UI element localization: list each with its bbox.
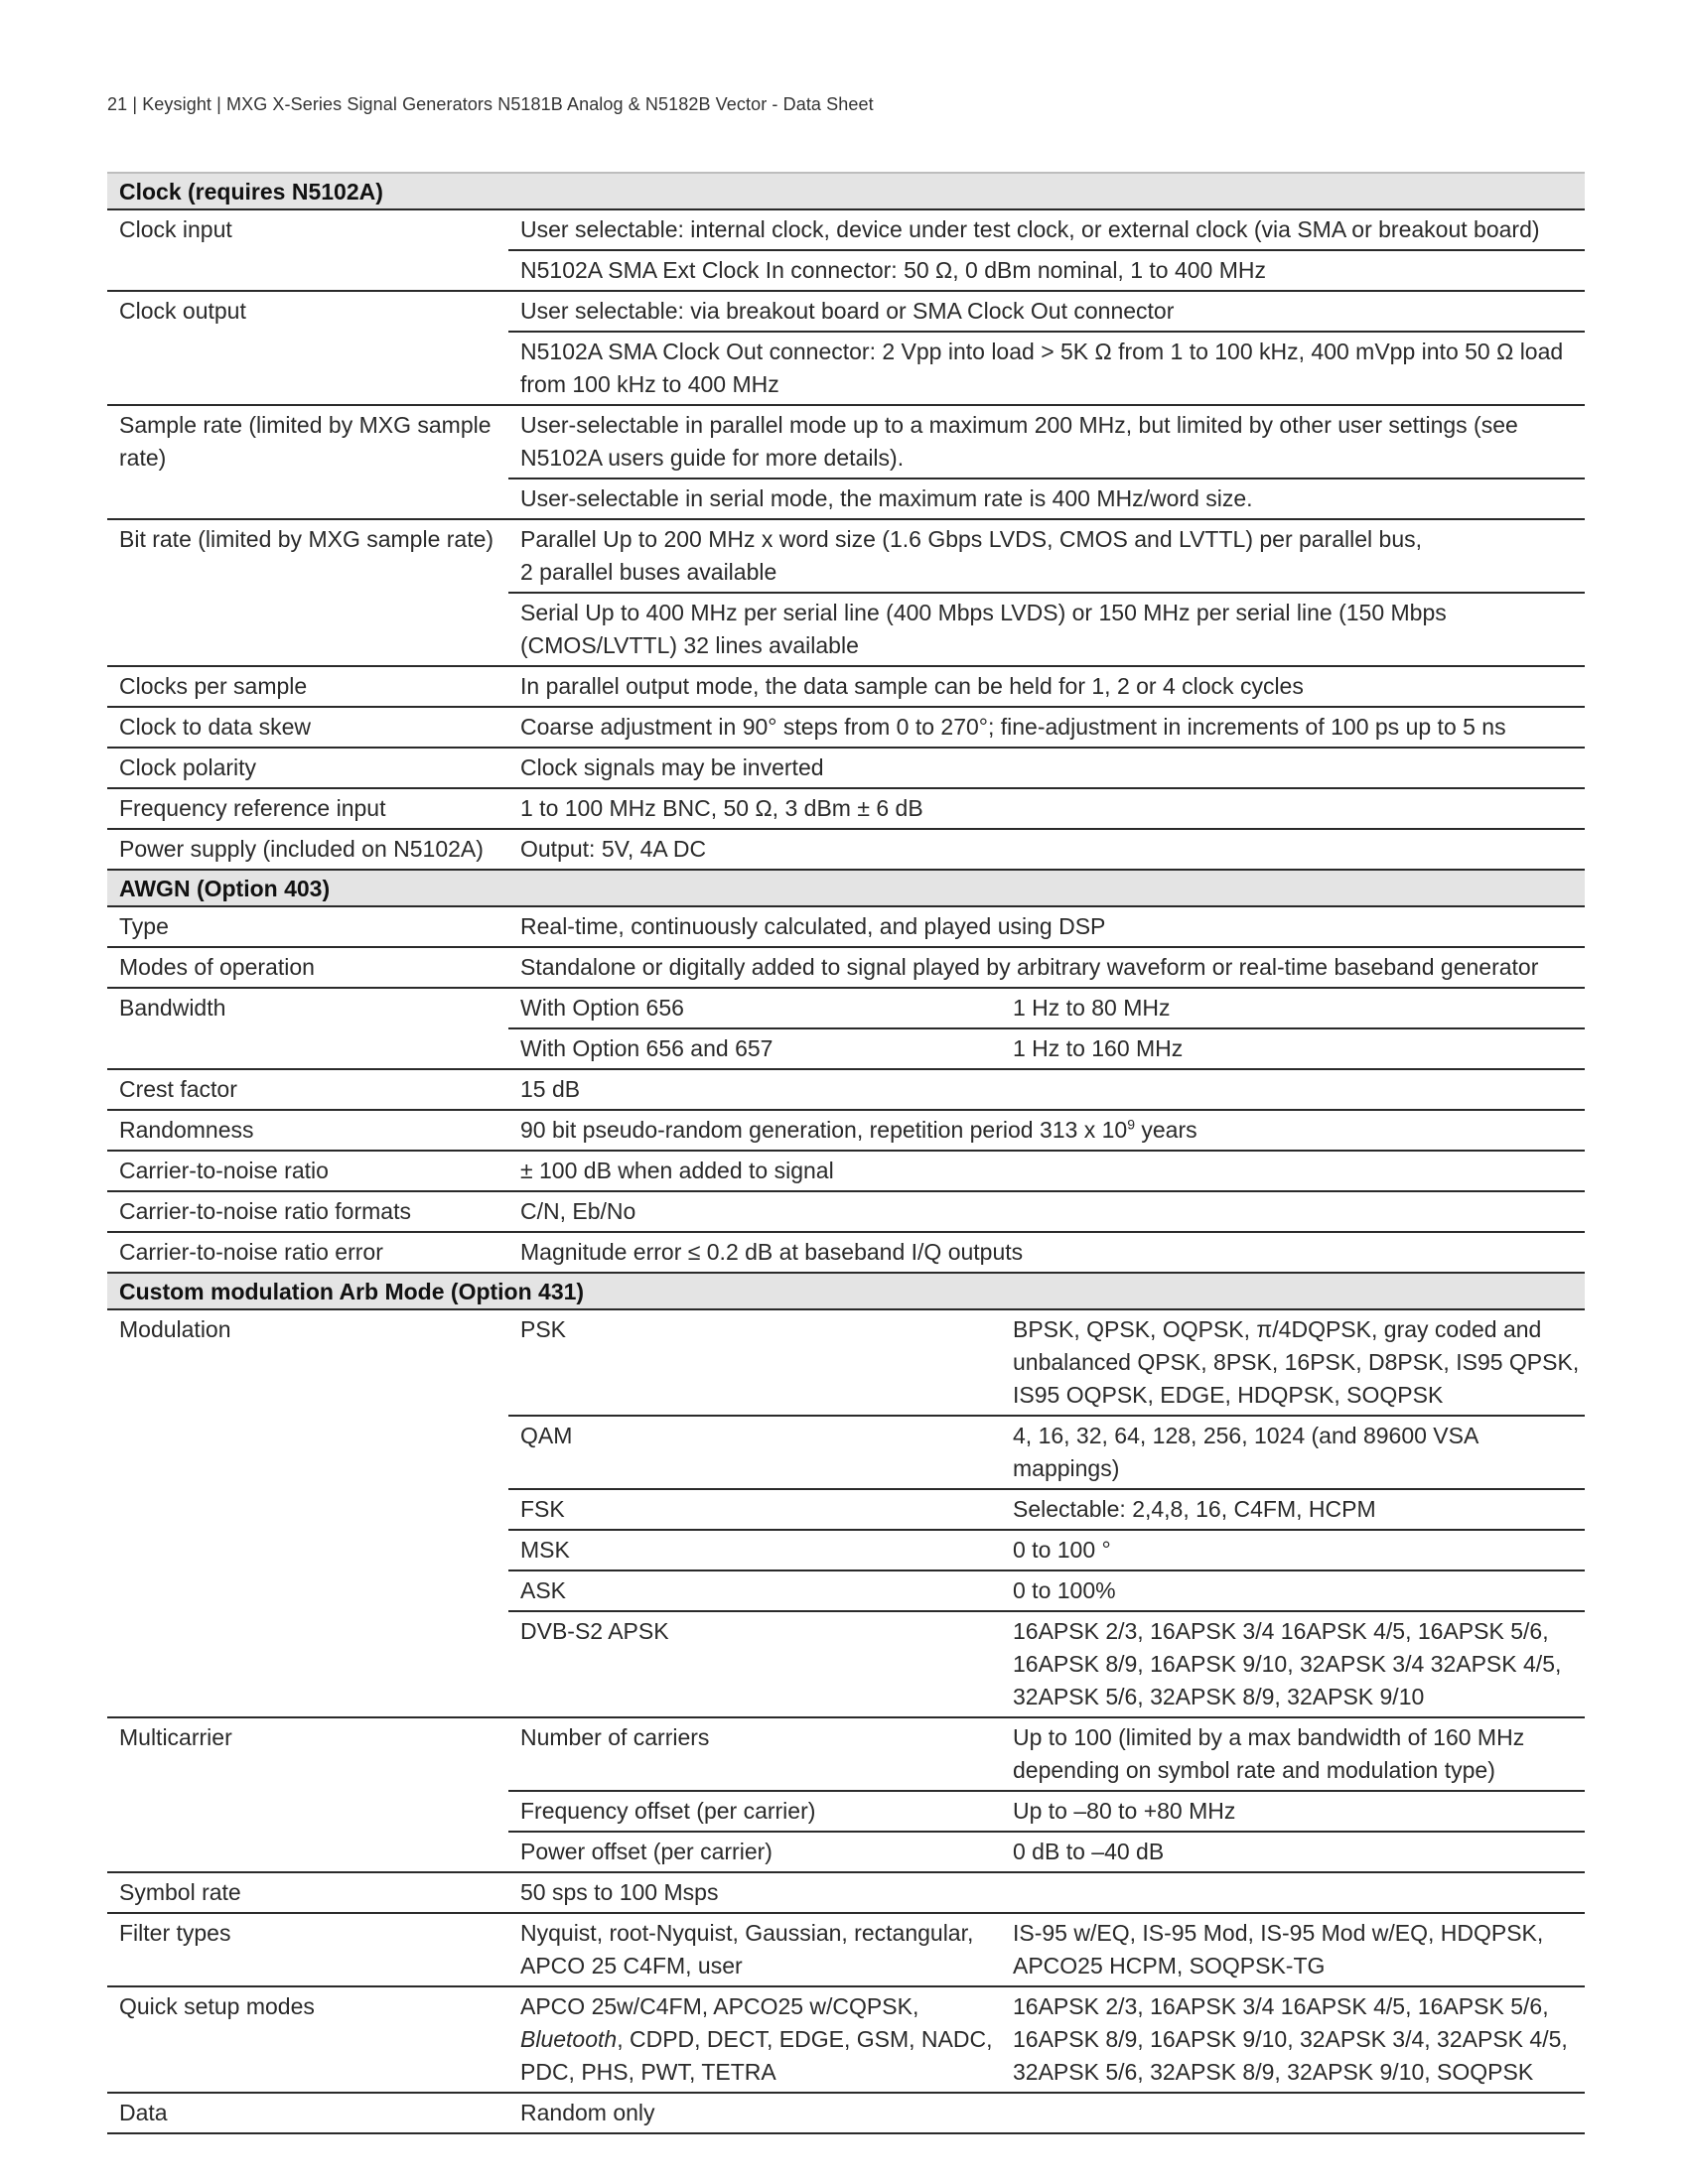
spec-value-row: [508, 1152, 1585, 1190]
spec-label: Clock output: [119, 298, 246, 324]
spec-text: years: [1135, 1117, 1197, 1143]
spec-values: [508, 1310, 1585, 1716]
spec-row: [107, 708, 1585, 749]
spec-value: Output: 5V, 4A DC: [520, 836, 707, 862]
spec-row: [107, 1233, 1585, 1274]
spec-value-row: [508, 948, 1585, 987]
spec-value: Random only: [520, 2100, 655, 2125]
spec-values: [508, 1987, 1585, 2092]
spec-value: ± 100 dB when added to signal: [520, 1158, 834, 1183]
spec-row: [107, 292, 1585, 406]
spec-row: [107, 1192, 1585, 1233]
spec-values: [508, 520, 1585, 665]
spec-value-col1: Number of carriers: [520, 1724, 710, 1750]
spec-row: [107, 1152, 1585, 1192]
spec-value: Serial Up to 400 MHz per serial line (400 Mbps LVDS) or 150 MHz per serial line (150 Mbps (CMOS/LVTTL) 32 lines available: [520, 600, 1447, 658]
spec-label: Filter types: [119, 1920, 231, 1946]
spec-row: [107, 406, 1585, 520]
spec-label: Multicarrier: [119, 1724, 232, 1750]
spec-values: [508, 789, 1585, 828]
spec-label: Data: [119, 2100, 168, 2125]
spec-value-col2: 0 to 100%: [1013, 1577, 1116, 1603]
spec-value-row: [508, 708, 1585, 747]
spec-row: [107, 1718, 1585, 1873]
spec-value-row: [508, 1831, 1585, 1871]
spec-text: APCO 25w/C4FM, APCO25 w/CQPSK,: [520, 1993, 919, 2019]
spec-values: [508, 406, 1585, 518]
spec-value-col1: MSK: [520, 1537, 570, 1563]
spec-label: Crest factor: [119, 1076, 237, 1102]
spec-value-row: [508, 1718, 1585, 1790]
spec-value-col1: DVB-S2 APSK: [520, 1618, 669, 1644]
spec-value-col1: QAM: [520, 1423, 573, 1448]
spec-values: [508, 749, 1585, 787]
spec-value-row: [508, 520, 1585, 592]
spec-value-col2: 4, 16, 32, 64, 128, 256, 1024 (and 89600 VSA mappings): [1013, 1423, 1478, 1481]
spec-value-row: [508, 1790, 1585, 1831]
spec-row: [107, 1873, 1585, 1914]
spec-label: Clock to data skew: [119, 714, 312, 740]
spec-values: [508, 1192, 1585, 1231]
spec-text: , CDPD, DECT, EDGE, GSM, NADC, PDC, PHS, PWT, TETRA: [520, 2026, 993, 2085]
spec-value-col2: Up to 100 (limited by a max bandwidth of 160 MHz depending on symbol rate and modulation type): [1013, 1724, 1525, 1783]
spec-value: [520, 1114, 1585, 1147]
spec-value-col1: ASK: [520, 1577, 567, 1603]
spec-values: [508, 1233, 1585, 1272]
spec-row: [107, 1111, 1585, 1152]
spec-value: Coarse adjustment in 90° steps from 0 to 270°; fine-adjustment in increments of 100 ps up to 5 ns: [520, 714, 1506, 740]
spec-value: In parallel output mode, the data sample can be held for 1, 2 or 4 clock cycles: [520, 673, 1304, 699]
spec-values: [508, 1873, 1585, 1912]
spec-row: [107, 830, 1585, 871]
spec-value-row: [508, 249, 1585, 290]
spec-value-row: [508, 1570, 1585, 1610]
spec-value: 15 dB: [520, 1076, 581, 1102]
section-header: Clock (requires N5102A): [107, 174, 1585, 210]
spec-value-row: [508, 1987, 1585, 2092]
spec-value-col2: 1 Hz to 160 MHz: [1013, 1035, 1184, 1061]
spec-value: Clock signals may be inverted: [520, 754, 824, 780]
spec-value-row: [508, 478, 1585, 518]
spec-values: [508, 292, 1585, 404]
spec-label: Modes of operation: [119, 954, 315, 980]
spec-values: [508, 1718, 1585, 1871]
spec-value: User-selectable in parallel mode up to a maximum 200 MHz, but limited by other user settings (see N5102A users guide for more details).: [520, 412, 1518, 471]
spec-value-col1: FSK: [520, 1496, 565, 1522]
spec-row: [107, 907, 1585, 948]
spec-row: [107, 2094, 1585, 2134]
spec-value: N5102A SMA Ext Clock In connector: 50 Ω, 0 dBm nominal, 1 to 400 MHz: [520, 257, 1267, 283]
spec-value-col1: With Option 656 and 657: [520, 1035, 774, 1061]
spec-values: [508, 1111, 1585, 1150]
spec-row: [107, 948, 1585, 989]
spec-value-row: [508, 406, 1585, 478]
exponent: 9: [1127, 1116, 1135, 1133]
spec-row: [107, 1914, 1585, 1987]
spec-row: [107, 210, 1585, 292]
spec-value-row: [508, 1233, 1585, 1272]
spec-label: Quick setup modes: [119, 1993, 315, 2019]
spec-value-col2: 0 dB to –40 dB: [1013, 1839, 1165, 1864]
spec-label: Power supply (included on N5102A): [119, 836, 484, 862]
spec-value-col1: [520, 1990, 1013, 2089]
spec-value-col1: With Option 656: [520, 995, 684, 1021]
spec-value-row: [508, 1310, 1585, 1415]
spec-value-row: [508, 1111, 1585, 1150]
spec-row: [107, 789, 1585, 830]
spec-value-col2: IS-95 w/EQ, IS-95 Mod, IS-95 Mod w/EQ, HDQPSK, APCO25 HCPM, SOQPSK-TG: [1013, 1920, 1544, 1979]
spec-value-row: [508, 907, 1585, 946]
spec-table: [107, 172, 1585, 2134]
spec-label: Clock polarity: [119, 754, 257, 780]
spec-value-col1: Power offset (per carrier): [520, 1839, 773, 1864]
spec-value-col2: 1 Hz to 80 MHz: [1013, 995, 1171, 1021]
spec-row: [107, 1070, 1585, 1111]
spec-value: User-selectable in serial mode, the maximum rate is 400 MHz/word size.: [520, 485, 1253, 511]
spec-value-row: [508, 1488, 1585, 1529]
spec-value-col2: Up to –80 to +80 MHz: [1013, 1798, 1236, 1824]
spec-value-row: [508, 830, 1585, 869]
spec-value-row: [508, 210, 1585, 249]
section-header: AWGN (Option 403): [107, 871, 1585, 907]
spec-value-col2: 16APSK 2/3, 16APSK 3/4 16APSK 4/5, 16APSK 5/6, 16APSK 8/9, 16APSK 9/10, 32APSK 3/4 32APSK 4/5, 32APSK 5/6, 32APSK 8/9, 32APSK 9/10: [1013, 1618, 1562, 1709]
spec-values: [508, 210, 1585, 290]
spec-value: 50 sps to 100 Msps: [520, 1879, 719, 1905]
spec-value-row: [508, 749, 1585, 787]
spec-value-row: [508, 2094, 1585, 2132]
spec-value: Magnitude error ≤ 0.2 dB at baseband I/Q outputs: [520, 1239, 1024, 1265]
spec-value-col2: 16APSK 2/3, 16APSK 3/4 16APSK 4/5, 16APSK 5/6, 16APSK 8/9, 16APSK 9/10, 32APSK 3/4, 32APSK 4/5, 32APSK 5/6, 32APSK 8/9, 32APSK 9/10, SOQPSK: [1013, 1993, 1568, 2085]
spec-values: [508, 1070, 1585, 1109]
spec-value: Standalone or digitally added to signal played by arbitrary waveform or real-time baseband generator: [520, 954, 1539, 980]
spec-label: Bandwidth: [119, 995, 226, 1021]
spec-label: Clocks per sample: [119, 673, 308, 699]
spec-values: [508, 907, 1585, 946]
spec-value-row: [508, 789, 1585, 828]
spec-row: [107, 667, 1585, 708]
spec-text: 90 bit pseudo-random generation, repetition period 313 x 10: [520, 1117, 1128, 1143]
spec-value-row: [508, 1070, 1585, 1109]
spec-values: [508, 830, 1585, 869]
spec-value-row: [508, 1027, 1585, 1068]
spec-value: Real-time, continuously calculated, and played using DSP: [520, 913, 1106, 939]
spec-value-row: [508, 331, 1585, 404]
spec-label: Clock input: [119, 216, 232, 242]
spec-values: [508, 667, 1585, 706]
spec-value-row: [508, 1914, 1585, 1985]
spec-values: [508, 2094, 1585, 2132]
spec-value-row: [508, 1610, 1585, 1716]
spec-value-row: [508, 1529, 1585, 1570]
spec-label: Modulation: [119, 1316, 231, 1342]
spec-value: C/N, Eb/No: [520, 1198, 636, 1224]
spec-value: 1 to 100 MHz BNC, 50 Ω, 3 dBm ± 6 dB: [520, 795, 923, 821]
spec-label: Carrier-to-noise ratio: [119, 1158, 329, 1183]
spec-value-col2: BPSK, QPSK, OQPSK, π/4DQPSK, gray coded and unbalanced QPSK, 8PSK, 16PSK, D8PSK, IS95 QPSK, IS95 OQPSK, EDGE, HDQPSK, SOQPSK: [1013, 1316, 1580, 1408]
spec-values: [508, 1152, 1585, 1190]
spec-row: [107, 1310, 1585, 1718]
spec-label: Randomness: [119, 1117, 254, 1143]
page-header: 21 | Keysight | MXG X-Series Signal Generators N5181B Analog & N5182B Vector - Data Sheet: [107, 94, 874, 114]
spec-value-col1: Nyquist, root-Nyquist, Gaussian, rectangular, APCO 25 C4FM, user: [520, 1920, 974, 1979]
section-header: Custom modulation Arb Mode (Option 431): [107, 1274, 1585, 1310]
spec-value: User selectable: via breakout board or SMA Clock Out connector: [520, 298, 1175, 324]
spec-value: User selectable: internal clock, device under test clock, or external clock (via SMA or breakout board): [520, 216, 1540, 242]
spec-label: Carrier-to-noise ratio formats: [119, 1198, 411, 1224]
spec-label: Carrier-to-noise ratio error: [119, 1239, 383, 1265]
spec-value-col2: Selectable: 2,4,8, 16, C4FM, HCPM: [1013, 1496, 1376, 1522]
spec-value-row: [508, 1192, 1585, 1231]
spec-values: [508, 1914, 1585, 1985]
spec-values: [508, 708, 1585, 747]
spec-row: [107, 989, 1585, 1070]
spec-value: N5102A SMA Clock Out connector: 2 Vpp into load > 5K Ω from 1 to 100 kHz, 400 mVpp into 50 Ω load from 100 kHz to 400 MHz: [520, 339, 1564, 397]
spec-row: [107, 520, 1585, 667]
spec-value-col1: PSK: [520, 1316, 567, 1342]
spec-label: Type: [119, 913, 169, 939]
spec-row: [107, 1987, 1585, 2094]
spec-value: Parallel Up to 200 MHz x word size (1.6 Gbps LVDS, CMOS and LVTTL) per parallel bus, 2 parallel buses available: [520, 526, 1423, 585]
spec-label: Frequency reference input: [119, 795, 386, 821]
spec-label: Symbol rate: [119, 1879, 241, 1905]
spec-value-row: [508, 667, 1585, 706]
spec-value-row: [508, 592, 1585, 665]
spec-value-row: [508, 989, 1585, 1027]
spec-value-col2: 0 to 100 °: [1013, 1537, 1111, 1563]
spec-value-col1: Frequency offset (per carrier): [520, 1798, 816, 1824]
spec-row: [107, 749, 1585, 789]
spec-values: [508, 989, 1585, 1068]
spec-values: [508, 948, 1585, 987]
spec-text-italic: Bluetooth: [520, 2026, 618, 2052]
spec-value-row: [508, 292, 1585, 331]
spec-value-row: [508, 1415, 1585, 1488]
spec-label: Bit rate (limited by MXG sample rate): [119, 526, 494, 552]
spec-value-row: [508, 1873, 1585, 1912]
spec-label: Sample rate (limited by MXG sample rate): [119, 412, 492, 471]
